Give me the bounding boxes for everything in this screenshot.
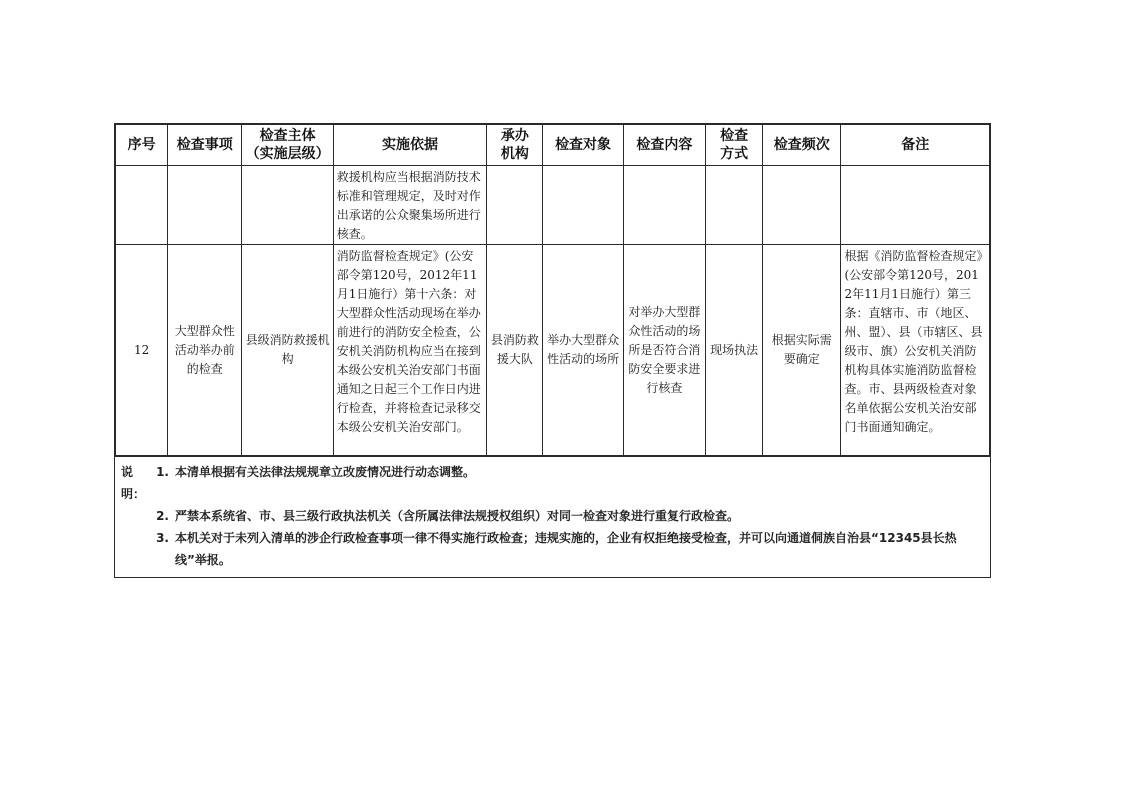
cell-empty [168,166,242,245]
cell-subject: 县级消防救援机构 [242,245,333,456]
note-text: 本清单根据有关法律法规规章立改废情况进行动态调整。 [175,465,476,479]
cell-empty [487,166,543,245]
cell-note: 根据《消防监督检查规定》(公安部令第120号，2012年11月1日施行）第三条：直辖市、市（地区、州、盟）、县（市辖区、县级市、旗）公安机关消防机构具体实施消防监督检查。市、县两级检查对象名单依据公安机关治安部门书面通知确定。 [841,245,990,456]
note-text: 本机关对于未列入清单的涉企行政检查事项一律不得实施行政检查；违规实施的，企业有权拒绝接受检查，并可以向通道侗族自治县“12345县长热线”举报。 [175,531,957,567]
cell-empty [841,166,990,245]
header-note: 备注 [841,125,990,166]
note-line-2 [121,505,982,527]
cell-empty [543,166,623,245]
notes-indent [121,527,155,571]
header-basis: 实施依据 [333,125,487,166]
header-content: 检查内容 [623,125,705,166]
notes-label: 说明： [121,465,146,501]
header-frequency: 检查频次 [763,125,841,166]
cell-frequency: 根据实际需要确定 [763,245,841,456]
table-row-continuation [116,166,990,245]
cell-item: 大型群众性活动举办前的检查 [168,245,242,456]
inspection-list-table [114,123,991,578]
cell-seq: 12 [116,245,168,456]
header-row [116,125,990,166]
header-item: 检查事项 [168,125,242,166]
header-object: 检查对象 [543,125,623,166]
notes-indent [121,505,155,527]
header-org: 承办 机构 [487,125,543,166]
note-number: 1. [156,465,169,479]
cell-org: 县消防救援大队 [487,245,543,456]
note-line-1 [121,461,982,505]
cell-empty [242,166,333,245]
note-number: 2. [156,509,169,523]
cell-content: 对举办大型群众性活动的场所是否符合消防安全要求进行核查 [623,245,705,456]
note-line-3 [121,527,982,571]
cell-basis: 消防监督检查规定》(公安部令第120号，2012年11月1日施行）第十六条：对大型群众性活动现场在举办前进行的消防安全检查，公安机关消防机构应当在接到本级公安机关治安部门书面通知之日起三个工作日内进行检查，并将检查记录移交本级公安机关治安部门。 [333,245,487,456]
cell-empty [116,166,168,245]
cell-empty [623,166,705,245]
header-seq: 序号 [116,125,168,166]
notes-section [115,456,990,577]
cell-basis-continued: 救援机构应当根据消防技术标准和管理规定，及时对作出承诺的公众聚集场所进行核查。 [333,166,487,245]
inspection-grid [115,124,990,456]
cell-object: 举办大型群众性活动的场所 [543,245,623,456]
header-subject: 检查主体 （实施层级） [242,125,333,166]
cell-empty [705,166,762,245]
header-method: 检查 方式 [705,125,762,166]
note-text: 严禁本系统省、市、县三级行政执法机关（含所属法律法规授权组织）对同一检查对象进行重复行政检查。 [175,509,740,523]
table-row-12 [116,245,990,456]
cell-method: 现场执法 [705,245,762,456]
cell-empty [763,166,841,245]
note-number: 3. [156,531,169,545]
